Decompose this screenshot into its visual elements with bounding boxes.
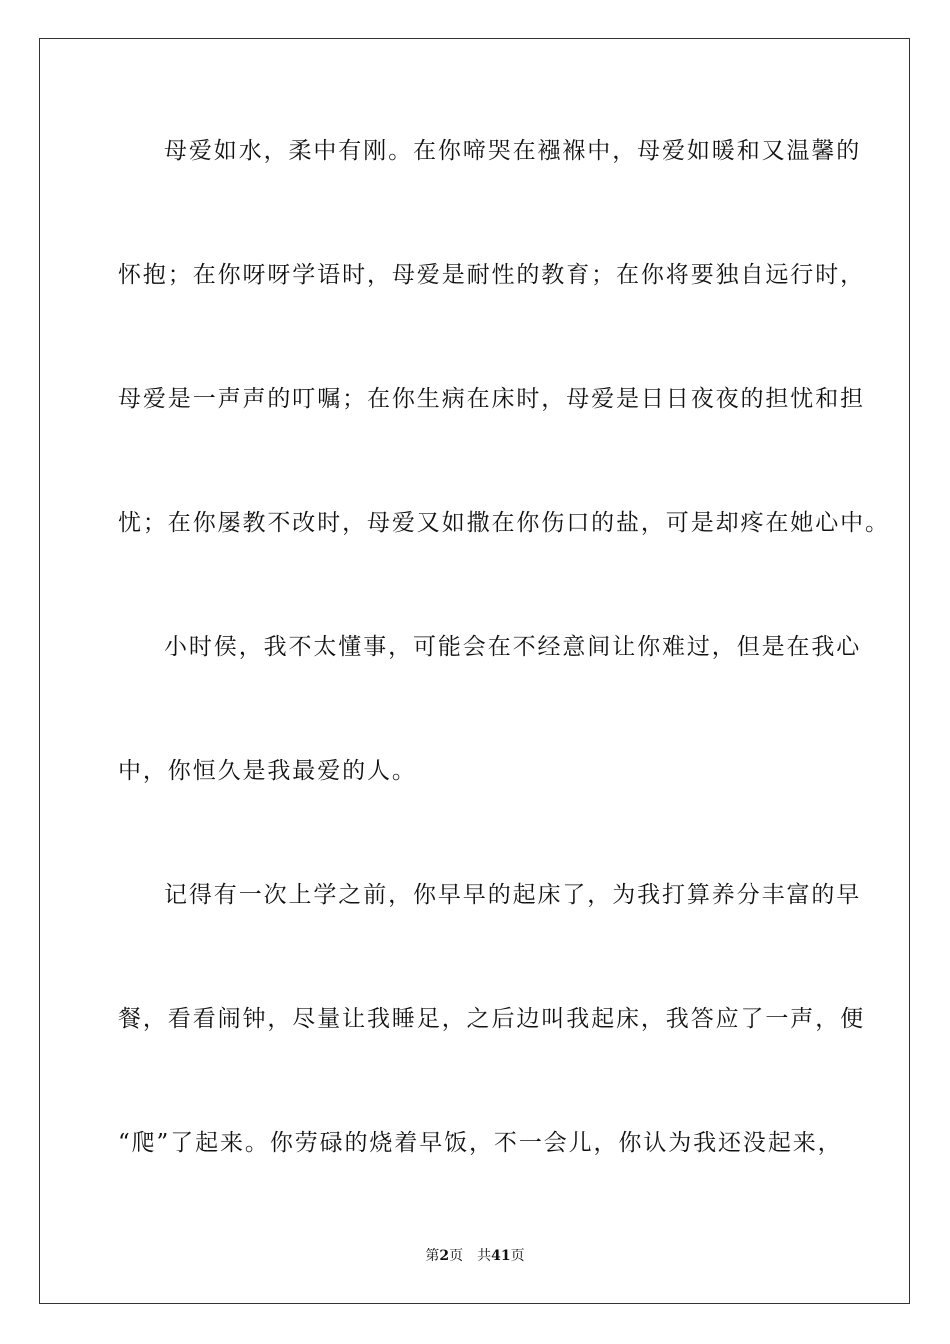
page-footer	[0, 1246, 950, 1266]
total-pages-number: 41	[491, 1248, 511, 1264]
page-border	[39, 38, 910, 1304]
paragraph-line: “爬”了起来。你劳碌的烧着早饭，不一会儿，你认为我还没起来，	[118, 1130, 843, 1156]
paragraph-line: 怀抱；在你呀呀学语时，母爱是耐性的教育；在你将要独自远行时，	[118, 262, 865, 288]
paragraph-line: 餐，看看闹钟，尽量让我睡足，之后边叫我起床，我答应了一声，便	[118, 1006, 865, 1032]
total-prefix: 共	[477, 1248, 492, 1264]
paragraph-line: 忧；在你屡教不改时，母爱又如撒在你伤口的盐，可是却疼在她心中。	[118, 510, 890, 536]
paragraph-line: 母爱是一声声的叮嘱；在你生病在床时，母爱是日日夜夜的担忧和担	[118, 386, 865, 412]
page-suffix: 页	[449, 1248, 464, 1264]
paragraph-line: 小时侯，我不太懂事，可能会在不经意间让你难过，但是在我心	[164, 634, 862, 660]
paragraph-line: 记得有一次上学之前，你早早的起床了，为我打算养分丰富的早	[164, 882, 862, 908]
paragraph-line: 中，你恒久是我最爱的人。	[118, 758, 417, 784]
total-suffix: 页	[510, 1248, 525, 1264]
paragraph-line: 母爱如水，柔中有刚。在你啼哭在襁褓中，母爱如暖和又温馨的	[164, 138, 862, 164]
current-page-number: 2	[439, 1248, 450, 1264]
page-prefix: 第	[425, 1248, 440, 1264]
